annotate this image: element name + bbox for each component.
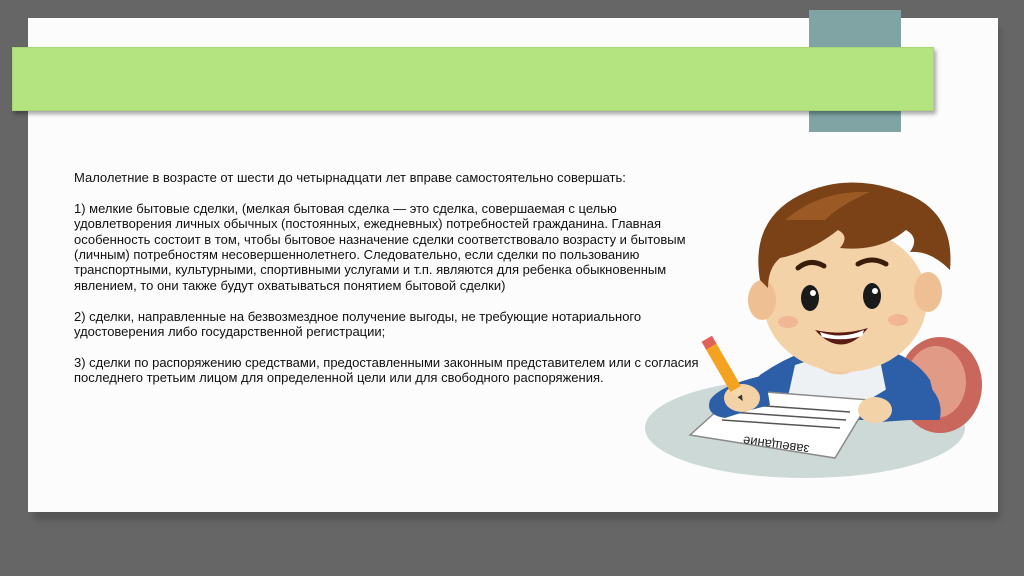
paper-text: завещание	[741, 433, 811, 458]
paragraph-item-1: 1) мелкие бытовые сделки, (мелкая бытовая сделка — это сделка, совершаемая с целью удовлетворения личных обычных (постоянных, ежедневных) потребностей гражданина. Главная особенность состоит в том, чтобы бытовое назначение сделки соответствовало возрасту и бытовым (личным) потребностям несовершеннолетнего. Следовательно, если сделки по пользованию транспортными, культурными, спортивными услугами и т.п. являются для ребенка обыкновенным явлением, то они также будут охватываться понятием бытовой сделки)	[74, 200, 686, 293]
left-eye	[801, 285, 819, 311]
paragraph-item-2: 2) сделки, направленные на безвозмездное получение выгоды, не требующие нотариального удостоверения либо государственной регистрации;	[74, 308, 642, 340]
boy-writing-will-illustration	[610, 160, 1000, 490]
title-bar	[12, 47, 934, 111]
body-text	[74, 170, 702, 401]
paragraph-item-3: 3) сделки по распоряжению средствами, предоставленными законным представителем или с согласия последнего третьим лицом для определенной цели или для свободного распоряжения.	[74, 354, 699, 386]
right-eye	[863, 283, 881, 309]
paragraph-intro: Малолетние в возрасте от шести до четырнадцати лет вправе самостоятельно совершать:	[74, 170, 626, 185]
